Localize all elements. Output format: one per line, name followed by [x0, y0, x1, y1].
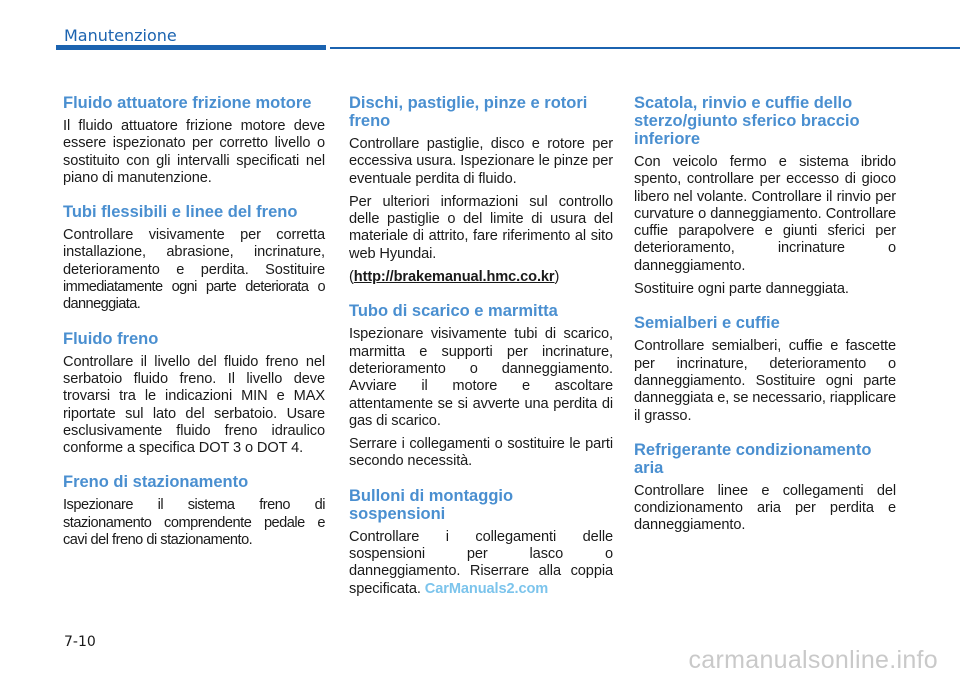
paragraph: Il fluido attuatore frizione motore deve essere ispezionato per corretto livello o sostituito con gli intervalli specificati nel piano di manutenzione. [63, 118, 325, 186]
section-heading-steering: Scatola, rinvio e cuffie dello sterzo/giunto sferico braccio inferiore [634, 94, 860, 148]
section-heading-brake-hoses: Tubi flessibili e linee del freno [63, 203, 298, 222]
paragraph: Ispezionare il sistema freno di stazionamento comprendente pedale e cavi del freno di stazionamento. [63, 497, 325, 549]
url-paren-close: ) [554, 269, 560, 286]
paragraph [63, 227, 325, 313]
paragraph: Controllare il livello del fluido freno nel serbatoio fluido freno. Il livello deve trovarsi tra le indicazioni MIN e MAX riportate sul lato del serbatoio. Usare esclusivamente fluido freno idraulico conforme a specifica DOT 3 o DOT 4. [63, 353, 325, 457]
column-middle [349, 94, 613, 604]
paragraph [349, 269, 613, 286]
section-heading-clutch-fluid: Fluido attuatore frizione motore [63, 94, 312, 112]
site-watermark: carmanualsonline.info [688, 646, 938, 674]
brake-manual-link[interactable]: http://brakemanual.hmc.co.kr [353, 269, 555, 286]
paragraph: Controllare pastiglie, disco e rotore per eccessiva usura. Ispezionare le pinze per eventuale perdita di fluido. [349, 136, 613, 187]
header-rule-thick [56, 45, 326, 50]
section-heading-brake-fluid: Fluido freno [63, 329, 159, 348]
section-heading-suspension-bolts: Bulloni di montaggio sospensioni [349, 486, 514, 523]
paragraph: Sostituire ogni parte danneggiata. [634, 281, 849, 298]
section-header-title: Manutenzione [64, 26, 177, 45]
paragraph-part: Controllare visivamente per corretta installazione, abrasione, incrinature, deterioramento e perdita. Sostituire [63, 227, 325, 278]
paragraph [349, 529, 613, 598]
paragraph-text: Controllare i collegamenti delle sospensioni per lasco o danneggiamento. Riserrare alla coppia specificata. [349, 528, 613, 597]
paragraph: Con veicolo fermo e sistema ibrido spento, controllare per eccesso di gioco libero nel volante. Controllare il rinvio per curvature o danneggiamento. Controllare cuffie parapolvere e giunti sferici per deterioramento, incrinature o danneggiamento. [634, 154, 896, 274]
page-number: 7-10 [64, 634, 96, 650]
paragraph: Ispezionare visivamente tubi di scarico, marmitta e supporti per incrinature, deterioramento o danneggiamento. Avviare il motore e ascoltare attentamente se si avverte una perdita di gas di scarico. [349, 326, 613, 429]
section-heading-ac-refrigerant: Refrigerante condizionamento aria [634, 440, 872, 477]
section-heading-exhaust: Tubo di scarico e marmitta [349, 302, 558, 321]
column-right [634, 94, 896, 541]
paragraph: Per ulteriori informazioni sul controllo delle pastiglie o del limite di usura del materiale di attrito, fare riferimento al sito web Hyundai. [349, 193, 613, 262]
section-heading-parking-brake: Freno di stazionamento [63, 473, 249, 492]
section-heading-drive-shafts: Semialberi e cuffie [634, 314, 780, 333]
paragraph-part: immediatamente ogni parte deteriorata o danneggiata. [63, 279, 325, 313]
url-paren-open: ( [349, 269, 354, 286]
inline-watermark: CarManuals2.com [424, 580, 549, 597]
header-rule-thin [330, 47, 960, 49]
paragraph: Controllare semialberi, cuffie e fascette per incrinature, deterioramento o danneggiamento. Sostituire ogni parte danneggiata e, se necessario, riapplicare il grasso. [634, 338, 897, 424]
paragraph: Serrare i collegamenti o sostituire le parti secondo necessità. [349, 436, 613, 470]
column-left [63, 94, 325, 555]
section-heading-brake-discs: Dischi, pastiglie, pinze e rotori freno [349, 94, 588, 130]
paragraph: Controllare linee e collegamenti del condizionamento aria per perdita e danneggiamento. [634, 482, 896, 534]
